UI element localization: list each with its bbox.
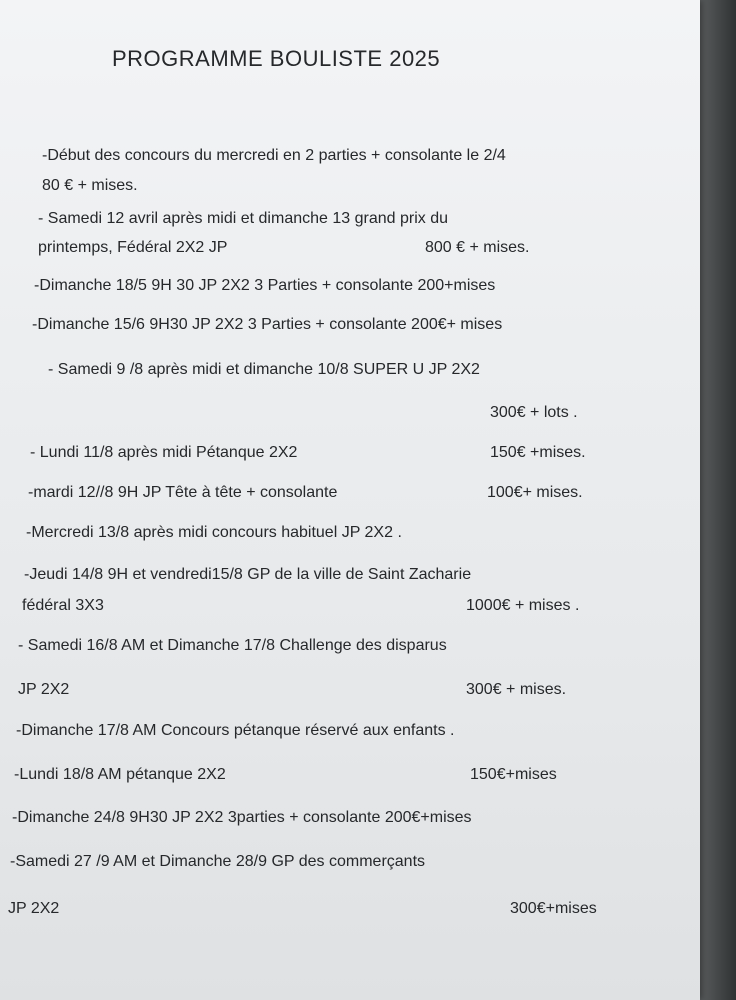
entry-prize: 300€ + lots . (490, 404, 578, 421)
entry-text: - Samedi 12 avril après midi et dimanche 13 grand prix du (38, 210, 448, 227)
entry-text-cont: JP 2X2 (18, 681, 70, 698)
entry-prize: 300€ + mises. (466, 681, 567, 698)
entry-text-cont: printemps, Fédéral 2X2 JP (38, 239, 228, 256)
entry-text-cont: 80 € + mises. (42, 177, 138, 194)
entry-prize: 150€+mises (470, 766, 557, 783)
entry-text: -Jeudi 14/8 9H et vendredi15/8 GP de la ville de Saint Zacharie (24, 566, 472, 583)
document-title: PROGRAMME BOULISTE 2025 (112, 46, 441, 71)
entry-text: -Dimanche 24/8 9H30 JP 2X2 3parties + consolante 200€+mises (12, 809, 472, 826)
entry-prize: 1000€ + mises . (466, 597, 580, 614)
entry-text-cont: JP 2X2 (8, 900, 60, 917)
entry-text: -Dimanche 15/6 9H30 JP 2X2 3 Parties + consolante 200€+ mises (32, 316, 503, 333)
entry-text: -Dimanche 17/8 AM Concours pétanque réservé aux enfants . (16, 722, 455, 739)
entry-text: - Samedi 16/8 AM et Dimanche 17/8 Challenge des disparus (18, 637, 447, 654)
entry-prize: 150€ +mises. (490, 444, 586, 461)
entry-prize: 800 € + mises. (425, 239, 530, 256)
entry-prize: 300€+mises (510, 900, 597, 917)
entry-text: -Samedi 27 /9 AM et Dimanche 28/9 GP des commerçants (10, 853, 426, 870)
entry-text: - Lundi 11/8 après midi Pétanque 2X2 (30, 444, 298, 461)
entry-prize: 100€+ mises. (487, 484, 583, 501)
entry-text: -mardi 12//8 9H JP Tête à tête + consolante (28, 484, 338, 501)
entry-text: -Début des concours du mercredi en 2 parties + consolante le 2/4 (42, 147, 506, 164)
entry-text: - Samedi 9 /8 après midi et dimanche 10/8 SUPER U JP 2X2 (48, 361, 480, 378)
entry-text-cont: fédéral 3X3 (22, 597, 104, 614)
entry-text: -Dimanche 18/5 9H 30 JP 2X2 3 Parties + consolante 200+mises (34, 277, 496, 294)
entry-text: -Mercredi 13/8 après midi concours habituel JP 2X2 . (26, 524, 402, 541)
entry-text: -Lundi 18/8 AM pétanque 2X2 (14, 766, 226, 783)
